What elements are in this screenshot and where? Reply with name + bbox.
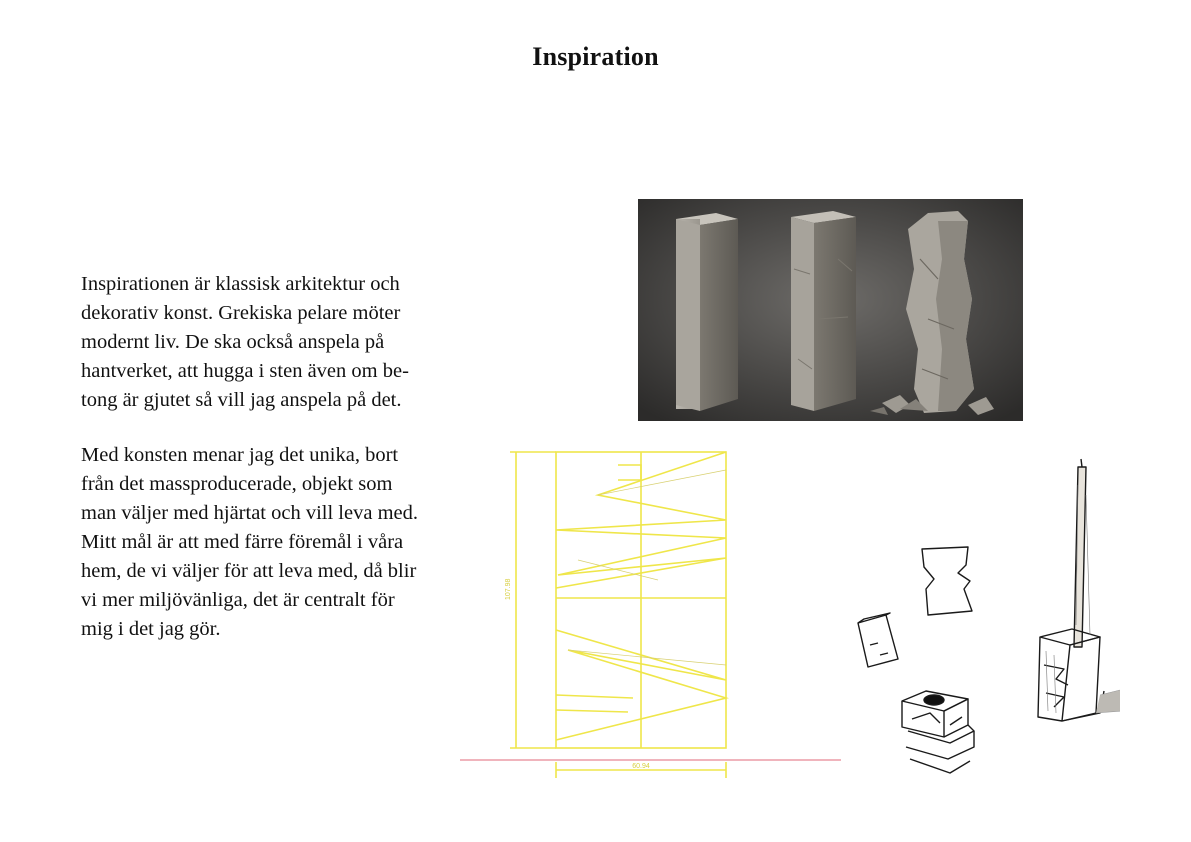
technical-drawing bbox=[458, 440, 843, 785]
concrete-pillars-photo bbox=[638, 199, 1023, 421]
page-title: Inspiration bbox=[532, 42, 659, 71]
body-text bbox=[81, 270, 476, 670]
hand-sketches bbox=[850, 455, 1120, 785]
height-dimension-label: 107.98 bbox=[505, 578, 512, 600]
width-dimension-label: 60.94 bbox=[632, 763, 650, 770]
paragraph-inspiration: Inspirationen är klassisk arkitektur och dekorativ konst. Grekiska pelare möter modernt liv. De ska också anspela på hantverket, att hugga i sten även om be- tong är gjutet så vill jag anspela på det. bbox=[81, 273, 409, 411]
paragraph-art: Med konsten menar jag det unika, bort från det massproducerade, objekt som man väljer med hjärtat och vill leva med. Mitt mål är att med färre föremål i våra hem, de vi väljer för att leva med, då blir vi mer miljövänliga, det är centralt för mig i det jag gör. bbox=[81, 444, 418, 640]
